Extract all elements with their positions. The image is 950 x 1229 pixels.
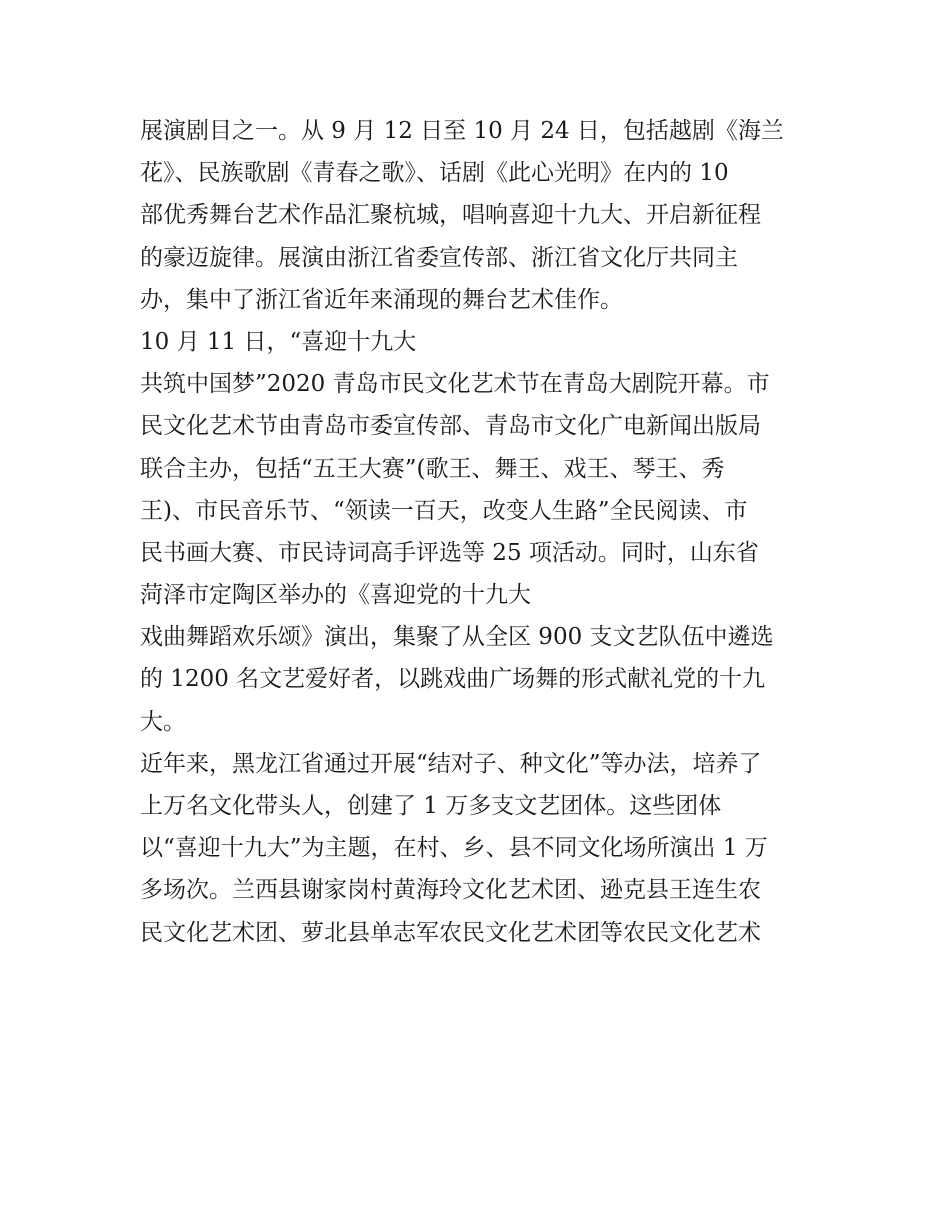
text-line: 联合主办，包括“五王大赛”(歌王、舞王、戏王、琴王、秀 [140, 455, 725, 482]
text-line: 上万名文化带头人，创建了 1 万多支文艺团体。这些团体 [140, 793, 722, 819]
text-line: 菏泽市定陶区举办的《喜迎党的十九大 [140, 582, 531, 609]
text-line: 的豪迈旋律。展演由浙江省委宣传部、浙江省文化厅共同主 [140, 244, 738, 271]
text-line: 王)、市民音乐节、“领读一百天，改变人生路”全民阅读、市 [140, 497, 748, 524]
text-line: 共筑中国梦”2020 青岛市民文化艺术节在青岛大剧院开幕。市 [140, 371, 770, 398]
text-line: 民文化艺术团、萝北县单志军农民文化艺术团等农民文化艺术 [140, 919, 761, 946]
text-line: 民书画大赛、市民诗词高手评选等 25 项活动。同时，山东省 [140, 539, 759, 566]
text-line: 大。 [140, 708, 186, 735]
body-text [140, 110, 820, 954]
text-line: 以“喜迎十九大”为主题，在村、乡、县不同文化场所演出 1 万 [140, 835, 768, 862]
text-line: 展演剧目之一。从 9 月 12 日至 10 月 24 日，包括越剧《海兰 [140, 118, 784, 144]
text-line: 民文化艺术节由青岛市委宣传部、青岛市文化广电新闻出版局 [140, 413, 761, 440]
text-line: 多场次。兰西县谢家岗村黄海玲文化艺术团、逊克县王连生农 [140, 877, 761, 904]
text-line: 花》、民族歌剧《青春之歌》、话剧《此心光明》在内的 10 [140, 160, 729, 187]
text-line: 近年来，黑龙江省通过开展“结对子、种文化”等办法，培养了 [140, 750, 762, 777]
text-line: 部优秀舞台艺术作品汇聚杭城，唱响喜迎十九大、开启新征程 [140, 202, 761, 229]
text-line: 戏曲舞蹈欢乐颂》演出，集聚了从全区 900 支文艺队伍中遴选 [140, 624, 774, 651]
text-line: 办，集中了浙江省近年来涌现的舞台艺术佳作。 [140, 286, 623, 313]
text-line: 10 月 11 日，“喜迎十九大 [140, 328, 417, 355]
text-line: 的 1200 名文艺爱好者，以跳戏曲广场舞的形式献礼党的十九 [140, 666, 766, 693]
